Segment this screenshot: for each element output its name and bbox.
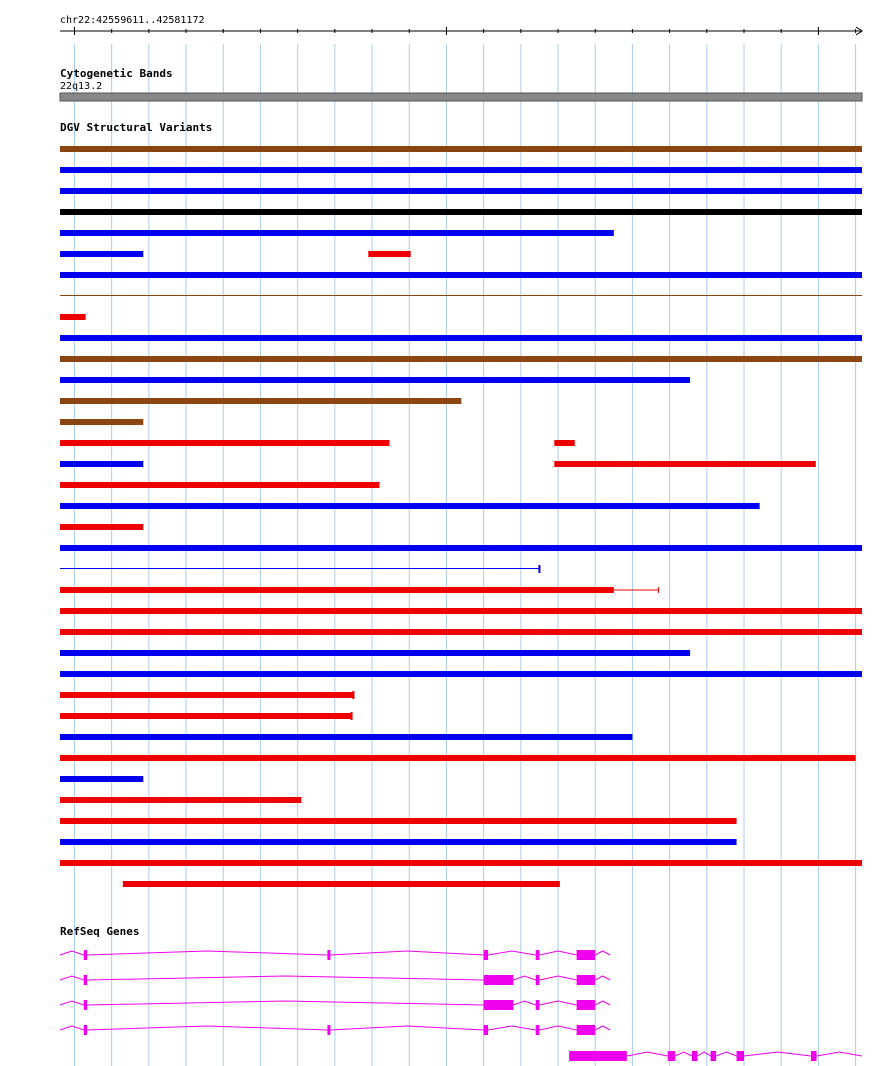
cytoband-label: 22q13.2	[60, 81, 103, 92]
variant-feature[interactable]	[60, 461, 143, 467]
variant-line[interactable]	[60, 568, 539, 569]
variant-bar[interactable]	[60, 713, 352, 719]
variant-feature[interactable]	[554, 461, 815, 467]
variant-bar[interactable]	[60, 671, 862, 677]
gene-exon[interactable]	[84, 1000, 87, 1010]
cytogenetic-bands-track	[60, 67, 862, 101]
gene-intron	[488, 1026, 536, 1030]
variant-bar[interactable]	[60, 860, 862, 866]
gene-intron	[698, 1052, 711, 1056]
variant-feature[interactable]	[60, 755, 856, 761]
gene-intron	[60, 1026, 84, 1030]
variant-feature[interactable]	[60, 295, 862, 296]
gene-intron	[60, 951, 84, 955]
gene-exon[interactable]	[711, 1051, 717, 1061]
gene-exon[interactable]	[536, 1000, 540, 1010]
track-title-refseq: RefSeq Genes	[60, 925, 140, 938]
variant-feature[interactable]	[123, 881, 560, 887]
variant-feature[interactable]	[60, 503, 760, 509]
variant-feature[interactable]	[60, 335, 862, 341]
gene-intron	[513, 976, 535, 980]
gene-intron	[675, 1052, 692, 1056]
variant-bar[interactable]	[60, 377, 690, 383]
gene-intron	[330, 1026, 484, 1030]
gene-exon[interactable]	[577, 1025, 596, 1035]
gene-intron	[716, 1052, 736, 1056]
variant-feature[interactable]	[60, 818, 737, 824]
variant-feature[interactable]	[60, 377, 690, 383]
variant-feature[interactable]	[60, 650, 690, 656]
gene-exon[interactable]	[737, 1051, 744, 1061]
variant-feature[interactable]	[60, 839, 737, 845]
variant-bar[interactable]	[60, 587, 614, 593]
variant-bar[interactable]	[60, 335, 862, 341]
gene-intron	[595, 951, 610, 955]
gene-exon[interactable]	[536, 975, 540, 985]
cytoband-bar[interactable]	[60, 93, 862, 101]
variant-feature[interactable]	[60, 734, 632, 740]
variant-bar[interactable]	[60, 356, 862, 362]
variant-bar[interactable]	[60, 314, 86, 320]
gene-exon[interactable]	[569, 1051, 627, 1061]
variant-bar[interactable]	[554, 461, 815, 467]
variant-bar[interactable]	[60, 209, 862, 215]
variant-endcap	[538, 565, 540, 573]
variant-bar[interactable]	[368, 251, 410, 257]
variant-line[interactable]	[60, 295, 862, 296]
gene-exon[interactable]	[484, 975, 514, 985]
variant-bar[interactable]	[60, 419, 143, 425]
variant-bar[interactable]	[60, 797, 301, 803]
variant-bar[interactable]	[60, 776, 143, 782]
variant-bar[interactable]	[60, 251, 143, 257]
gene-exon[interactable]	[577, 1000, 596, 1010]
gene-intron	[87, 976, 484, 980]
variant-feature[interactable]	[60, 587, 658, 593]
gene-intron	[595, 1026, 610, 1030]
gene-intron	[595, 976, 610, 980]
variant-feature[interactable]	[60, 356, 862, 362]
variant-feature[interactable]	[60, 251, 143, 257]
variant-bar[interactable]	[60, 692, 353, 698]
gene-intron	[513, 1001, 535, 1005]
variant-feature[interactable]	[60, 712, 353, 720]
gene-exon[interactable]	[484, 950, 488, 960]
variant-bar[interactable]	[60, 188, 862, 194]
gene-exon[interactable]	[577, 950, 596, 960]
variant-bar[interactable]	[123, 881, 560, 887]
variant-bar[interactable]	[60, 755, 856, 761]
gene-exon[interactable]	[484, 1000, 514, 1010]
variant-feature[interactable]	[60, 440, 390, 446]
variant-bar[interactable]	[60, 650, 690, 656]
position-ruler[interactable]	[60, 15, 862, 35]
variant-feature[interactable]	[60, 188, 862, 194]
variant-endcap	[352, 691, 354, 699]
variant-feature[interactable]	[60, 146, 862, 152]
gene-exon[interactable]	[327, 1025, 330, 1035]
gene-exon[interactable]	[84, 1025, 87, 1035]
gene-intron	[60, 976, 84, 980]
track-title-dgv: DGV Structural Variants	[60, 121, 213, 134]
gene-exon[interactable]	[811, 1051, 817, 1061]
gene-exon[interactable]	[484, 1025, 488, 1035]
gene-intron	[488, 951, 536, 955]
gene-intron	[330, 951, 484, 955]
gene-exon[interactable]	[536, 1025, 540, 1035]
variant-bar[interactable]	[60, 629, 862, 635]
variant-bar[interactable]	[60, 461, 143, 467]
gene-exon[interactable]	[577, 975, 596, 985]
variant-bar[interactable]	[60, 545, 862, 551]
variant-bar[interactable]	[60, 230, 614, 236]
gene-exon[interactable]	[668, 1051, 675, 1061]
variant-bar[interactable]	[60, 146, 862, 152]
variant-feature[interactable]	[60, 482, 379, 488]
track-title-cytogenetic-bands: Cytogenetic Bands	[60, 67, 173, 80]
variant-feature[interactable]	[368, 251, 410, 257]
variant-feature[interactable]	[60, 629, 862, 635]
grid-lines	[74, 44, 855, 1066]
variant-bar[interactable]	[60, 167, 862, 173]
gene-exon[interactable]	[84, 950, 87, 960]
variant-feature[interactable]	[60, 860, 862, 866]
variant-bar[interactable]	[60, 272, 862, 278]
gene-intron	[87, 1001, 484, 1005]
variant-bar[interactable]	[60, 503, 760, 509]
gene-intron	[60, 1001, 84, 1005]
gene-exon[interactable]	[327, 950, 330, 960]
gene-intron	[87, 1026, 327, 1030]
gene-exon[interactable]	[84, 975, 87, 985]
variant-bar[interactable]	[60, 608, 862, 614]
variant-feature[interactable]	[60, 671, 862, 677]
variant-bar[interactable]	[60, 398, 461, 404]
variant-feature[interactable]	[60, 167, 862, 173]
variant-bar[interactable]	[60, 524, 143, 530]
variant-bar[interactable]	[60, 482, 379, 488]
gene-exon[interactable]	[536, 950, 540, 960]
variant-feature[interactable]	[60, 691, 354, 699]
gene-exon[interactable]	[692, 1051, 698, 1061]
variant-feature[interactable]	[60, 797, 301, 803]
gene-intron	[627, 1052, 668, 1056]
refseq-genes-track	[60, 925, 862, 1061]
variant-feature[interactable]	[60, 419, 143, 425]
variant-feature[interactable]	[60, 209, 862, 215]
variant-feature[interactable]	[60, 545, 862, 551]
variant-feature[interactable]	[60, 524, 143, 530]
gene-intron	[87, 951, 327, 955]
variant-feature[interactable]	[60, 314, 86, 320]
variant-bar[interactable]	[60, 440, 390, 446]
variant-bar[interactable]	[554, 440, 574, 446]
variant-bar[interactable]	[60, 839, 737, 845]
variant-feature[interactable]	[60, 565, 540, 573]
variant-bar[interactable]	[60, 818, 737, 824]
gene-intron	[595, 1001, 610, 1005]
variant-bar[interactable]	[60, 734, 632, 740]
variant-feature[interactable]	[60, 398, 461, 404]
variant-feature[interactable]	[60, 608, 862, 614]
variant-feature[interactable]	[60, 272, 862, 278]
variant-feature[interactable]	[554, 440, 574, 446]
gene-intron	[744, 1052, 811, 1056]
region-label: chr22:42559611..42581172	[60, 15, 205, 26]
variant-feature[interactable]	[60, 230, 614, 236]
variant-feature[interactable]	[60, 776, 143, 782]
variant-endcap	[351, 712, 353, 720]
dgv-structural-variants-track	[60, 121, 862, 887]
